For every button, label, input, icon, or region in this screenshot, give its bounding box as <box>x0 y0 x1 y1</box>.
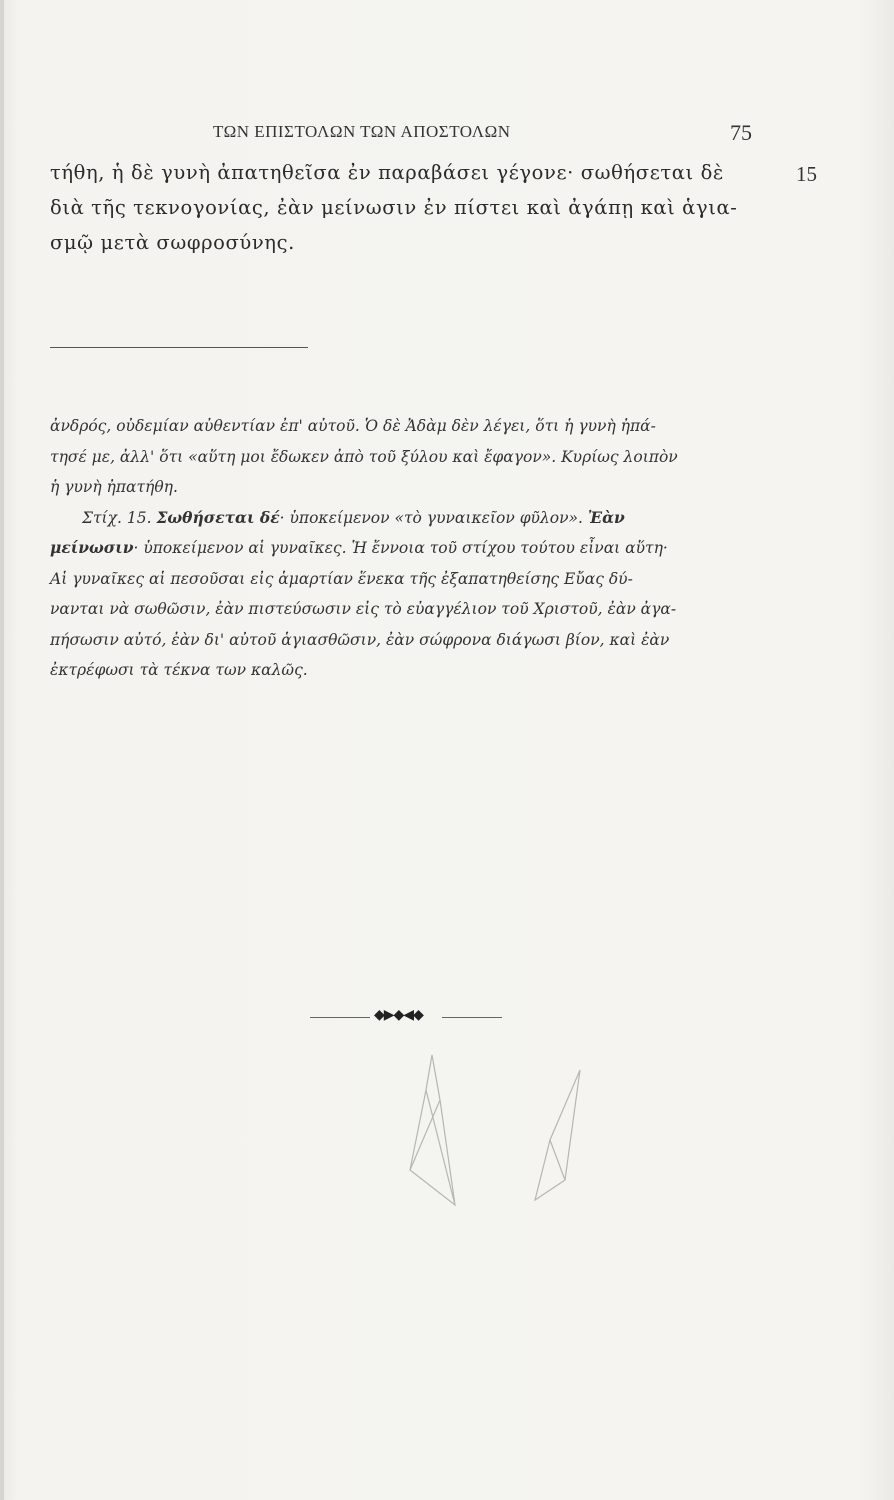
commentary-verse-line <box>50 503 790 534</box>
scripture-text <box>50 155 830 260</box>
ornament-glyph: ◆▶◆◀◆ <box>374 1007 423 1023</box>
ornament-rule-left <box>310 1017 370 1018</box>
verse-number: 15 <box>796 162 817 186</box>
commentary-text <box>50 411 790 686</box>
commentary-fragment: · ὑποκείμενον «τὸ γυναικεῖον φῦλον». <box>279 508 588 527</box>
ornament-rule-right <box>442 1017 502 1018</box>
page-left-edge <box>0 0 4 1500</box>
commentary-line: ἐκτρέφωσι τὰ τέκνα των καλῶς. <box>50 661 308 679</box>
running-head-title: ΤΩΝ ΕΠΙΣΤΟΛΩΝ ΤΩΝ ΑΠΟΣΤΟΛΩΝ <box>213 122 511 141</box>
page-number: 75 <box>730 120 752 145</box>
scripture-line: διὰ τῆς τεκνογονίας, ἐὰν μείνωσιν ἐν πίστει καὶ ἀγάπῃ καὶ ἁγια- <box>50 196 738 219</box>
commentary-line: ἡ γυνὴ ἠπατήθη. <box>50 478 178 496</box>
commentary-line: τησέ με, ἀλλ' ὅτι «αὕτη μοι ἔδωκεν ἀπὸ τοῦ ξύλου καὶ ἔφαγον». Κυρίως λοιπὸν <box>50 447 678 466</box>
commentary-line <box>50 533 790 564</box>
bold-term: μείνωσιν <box>50 538 134 557</box>
pencil-sketch <box>400 1050 600 1240</box>
running-head <box>0 120 894 150</box>
footnote-rule <box>50 347 308 348</box>
commentary-line: Αἱ γυναῖκες αἱ πεσοῦσαι εἰς ἁμαρτίαν ἕνεκα τῆς ἐξαπατηθείσης Εὔας δύ- <box>50 569 633 588</box>
commentary-line: πήσωσιν αὐτό, ἐὰν δι' αὐτοῦ ἁγιασθῶσιν, ἐὰν σώφρονα διάγωσι βίον, καὶ ἐὰν <box>50 630 670 649</box>
commentary-fragment: · ὑποκείμενον αἱ γυναῖκες. Ἡ ἔννοια τοῦ στίχου τούτου εἶναι αὕτη· <box>133 539 668 557</box>
bold-term: Ἐὰν <box>587 507 625 527</box>
scripture-line: τήθη, ἡ δὲ γυνὴ ἀπατηθεῖσα ἐν παραβάσει γέγονε· σωθήσεται δὲ <box>50 161 724 184</box>
end-ornament <box>310 1008 502 1026</box>
commentary-line: νανται νὰ σωθῶσιν, ἐὰν πιστεύσωσιν εἰς τὸ εὐαγγέλιον τοῦ Χριστοῦ, ἐὰν ἀγα- <box>50 600 677 618</box>
verse-reference: Στίχ. 15. <box>82 508 157 527</box>
scripture-line: σμῷ μετὰ σωφροσύνης. <box>50 231 295 254</box>
bold-term: Σωθήσεται δέ <box>156 507 280 527</box>
commentary-line: ἀνδρός, οὐδεμίαν αὐθεντίαν ἐπ' αὐτοῦ. Ὁ δὲ Ἀδὰμ δὲν λέγει, ὅτι ἡ γυνὴ ἠπά- <box>50 417 656 435</box>
